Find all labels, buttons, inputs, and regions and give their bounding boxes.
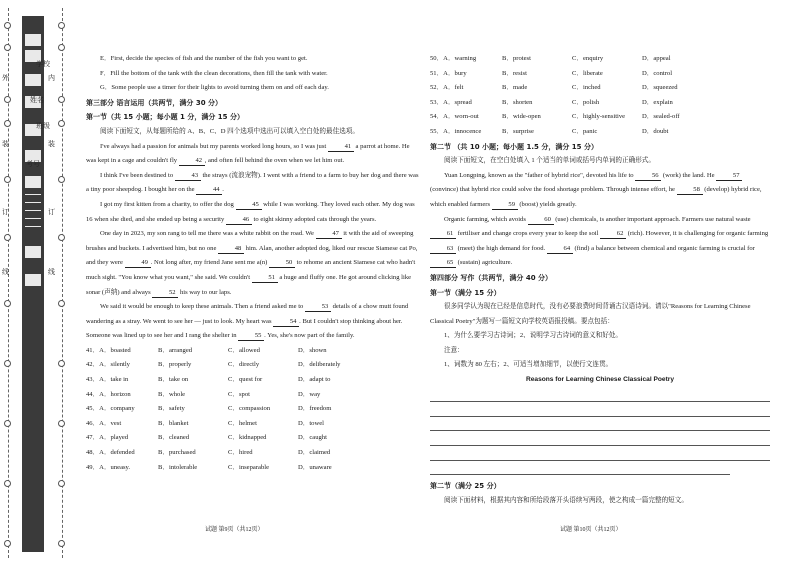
blank-number[interactable]: 43 bbox=[175, 171, 201, 181]
passage-text: to eight skinny adopted cats through the years. bbox=[251, 215, 377, 223]
option-f-line: F．Fill the bottom of the tank with the clean decorations, then fill the tank with water. bbox=[100, 69, 328, 77]
passage-text: (convince) that hybrid rice could solve the food shortage problem. Through intense effort, he bbox=[430, 186, 677, 194]
answer-line[interactable] bbox=[430, 402, 770, 417]
option-choice[interactable]: C．inseparable bbox=[228, 463, 270, 471]
section2-instruction: 阅读下面短文，在空白处填入 1 个适当的单词或括号内单词的正确形式。 bbox=[444, 157, 655, 165]
blank-number[interactable]: 52 bbox=[152, 288, 178, 298]
passage-text: a parrot at home. He was kept in a cage and couldn't fly bbox=[86, 142, 410, 165]
option-choice[interactable]: D．appeal bbox=[642, 55, 671, 62]
passage-text: . But I couldn't stop thinking about her. Someone was lined up to see her and I rang the shelter in bbox=[86, 317, 403, 340]
left-column bbox=[86, 52, 421, 475]
margin-label-xian: 线 bbox=[2, 268, 9, 276]
field-examno-label: 考号 bbox=[26, 160, 40, 168]
option-row bbox=[86, 388, 368, 403]
option-choice[interactable]: D．squeezed bbox=[642, 84, 678, 92]
option-choice[interactable]: 55．A．innocence bbox=[430, 127, 482, 135]
margin-label-zhuang: 装 bbox=[2, 140, 9, 148]
option-choice[interactable]: C．allowed bbox=[228, 346, 260, 354]
passage-text: I got my first kitten from a charity, to offer the dog bbox=[100, 200, 236, 208]
option-row bbox=[86, 358, 368, 373]
option-choice[interactable]: C．liberate bbox=[572, 69, 603, 77]
blank-number[interactable]: 55 bbox=[238, 331, 264, 341]
margin-label-ding-inner: 订 bbox=[48, 208, 55, 216]
blank-number[interactable]: 61 bbox=[430, 229, 456, 239]
outer-dashed-line bbox=[8, 8, 9, 558]
option-choice[interactable]: B．surprise bbox=[502, 127, 534, 135]
passage-text: . bbox=[222, 186, 224, 194]
margin-label-ding: 订 bbox=[2, 208, 9, 216]
option-choice[interactable]: C．enquiry bbox=[572, 55, 604, 62]
option-choice[interactable]: 53．A．spread bbox=[430, 98, 472, 106]
option-choice[interactable]: 54．A．worn-out bbox=[430, 113, 479, 121]
writing2-title: 第二节（满分 25 分） bbox=[430, 482, 501, 491]
option-choice[interactable]: D．caught bbox=[298, 434, 327, 442]
blank-number[interactable]: 65 bbox=[430, 258, 456, 268]
options-table bbox=[86, 344, 368, 475]
option-choice[interactable]: B．blanket bbox=[158, 419, 189, 427]
option-row bbox=[430, 96, 712, 111]
option-row bbox=[430, 125, 712, 140]
passage-text: . Not long after, my friend Jane sent me a(n) bbox=[150, 259, 270, 267]
option-row bbox=[86, 373, 368, 388]
blank-number[interactable]: 60 bbox=[528, 215, 554, 225]
passage-paragraph bbox=[430, 169, 770, 213]
option-choice[interactable]: D．freedom bbox=[298, 405, 332, 413]
binding-margin bbox=[0, 0, 72, 566]
passage-paragraph bbox=[86, 140, 421, 169]
note-text: 1、词数为 80 左右；2、可适当增加细节，以使行文连贯。 bbox=[444, 361, 613, 369]
option-g-line: G．Some people use a timer for their lights to avoid turning them on and off each day. bbox=[100, 84, 329, 92]
passage-text: (work) the land. He bbox=[661, 171, 717, 179]
passage-text: to rehome an ancient Siamese cat who hadn't much sight. "You know what you want," she said. We couldn't bbox=[86, 259, 416, 281]
option-choice[interactable]: B．arranged bbox=[158, 346, 193, 354]
blank-number[interactable]: 62 bbox=[600, 229, 626, 239]
part4-title: 第四部分 写作（共两节，满分 40 分） bbox=[430, 273, 553, 282]
option-choice[interactable]: D．unaware bbox=[298, 463, 332, 471]
option-choice[interactable]: C．highly-sensitive bbox=[572, 113, 626, 121]
page-footer-right: 试题 第10页（共12页） bbox=[560, 527, 622, 533]
option-choice[interactable]: C．panic bbox=[572, 127, 598, 135]
passage-text: his way to our laps. bbox=[178, 288, 232, 296]
option-choice[interactable]: B．protest bbox=[502, 55, 531, 62]
option-choice[interactable]: D．control bbox=[642, 69, 673, 77]
option-choice[interactable]: B．purchased bbox=[158, 449, 196, 457]
passage-text: (rich). However, it is challenging for organic farming bbox=[626, 230, 769, 238]
answer-line[interactable] bbox=[430, 446, 770, 461]
option-choice[interactable]: B．whole bbox=[158, 390, 186, 398]
option-choice[interactable]: B．safety bbox=[158, 405, 185, 413]
option-choice[interactable]: B．made bbox=[502, 84, 528, 92]
passage-text: I think I've been destined to bbox=[100, 171, 175, 179]
blank-number[interactable]: 44 bbox=[196, 185, 222, 195]
passage-paragraph bbox=[86, 300, 421, 344]
passage-text: Organic farming, which avoids bbox=[444, 215, 528, 223]
passage-text: fertiliser and change crops every year to keep the soil bbox=[456, 230, 601, 238]
option-row bbox=[86, 431, 368, 446]
options-table-continued bbox=[430, 52, 712, 140]
option-choice[interactable]: C．directly bbox=[228, 361, 260, 369]
option-choice[interactable]: B．cleaned bbox=[158, 434, 190, 442]
option-choice[interactable]: 52．A．felt bbox=[430, 84, 464, 92]
option-row bbox=[86, 417, 368, 432]
option-choice[interactable]: D．towel bbox=[298, 419, 325, 427]
passage-text: , and often fell behind the oven when we let him out. bbox=[204, 157, 345, 165]
passage-text: the strays (流浪宠物). I went with a friend to a farm to buy her dog and there was a tiny poor sheepdog. I bought her on the bbox=[86, 171, 419, 194]
writing1-title: 第一节（满分 15 分） bbox=[430, 288, 501, 297]
option-choice[interactable]: B．take on bbox=[158, 376, 189, 384]
passage-text: (find) a balance between chemical and organic farming is crucial for bbox=[572, 244, 755, 252]
blank-number[interactable]: 51 bbox=[252, 273, 278, 283]
section1-instruction: 阅读下面短文，从每题所给的 A、B、C、D 四个选项中选出可以填入空白处的最佳选项。 bbox=[100, 127, 359, 135]
blank-number[interactable]: 56 bbox=[635, 171, 661, 181]
option-row bbox=[430, 110, 712, 125]
option-choice[interactable]: D．way bbox=[298, 390, 321, 398]
option-choice[interactable]: D．explain bbox=[642, 98, 673, 106]
passage-text: I've always had a passion for animals but my parents worked long hours, so I was just bbox=[100, 142, 328, 150]
passage-paragraph bbox=[86, 227, 421, 300]
blank-number[interactable]: 50 bbox=[269, 258, 295, 268]
passage-paragraph bbox=[86, 169, 421, 198]
passage-text: it with the aid of sweeping brushes and buckets. I advertised him, but no one bbox=[86, 230, 414, 252]
option-choice[interactable]: B．wide-open bbox=[502, 113, 541, 121]
blank-number[interactable]: 47 bbox=[316, 229, 342, 239]
passage-text: details of a chow mutt found wandering as a stray. We went to see her — just to look. My heart was bbox=[86, 303, 409, 325]
option-choice[interactable]: B．resist bbox=[502, 69, 527, 77]
inner-dashed-line bbox=[62, 8, 63, 558]
option-choice[interactable]: 46．A．vest bbox=[86, 419, 122, 427]
passage-paragraph bbox=[430, 213, 770, 271]
section2-title: 第二节 （共 10 小题；每小题 1.5 分，满分 15 分） bbox=[430, 142, 598, 151]
option-choice[interactable]: 49．A．uneasy. bbox=[86, 463, 131, 471]
writing1-points: 1、为什么要学习古诗词；2、说明学习古诗词的意义和好处。 bbox=[444, 332, 623, 340]
field-name-label: 姓名 bbox=[30, 96, 44, 104]
blank-number[interactable]: 46 bbox=[226, 215, 252, 225]
option-choice[interactable]: 47．A．played bbox=[86, 434, 129, 442]
answer-line[interactable] bbox=[430, 461, 730, 476]
option-row bbox=[430, 81, 712, 96]
option-choice[interactable]: B．properly bbox=[158, 361, 192, 369]
option-choice[interactable]: D．deliberately bbox=[298, 361, 341, 369]
passage-text: (develop) hybrid rice, which enabled farmers bbox=[430, 186, 762, 208]
margin-label-wai: 外 bbox=[2, 74, 9, 82]
blank-number[interactable]: 54 bbox=[273, 317, 299, 327]
blank-number[interactable]: 58 bbox=[677, 185, 703, 195]
field-class-label: 班级 bbox=[36, 122, 50, 130]
blank-number[interactable]: 63 bbox=[430, 244, 456, 254]
option-choice[interactable]: D．claimed bbox=[298, 449, 331, 457]
blank-number[interactable]: 42 bbox=[179, 156, 205, 166]
option-choice[interactable]: 50．A．warning bbox=[430, 55, 477, 62]
option-choice[interactable]: 48．A．defended bbox=[86, 449, 135, 457]
answer-lines bbox=[430, 388, 770, 476]
blank-number[interactable]: 48 bbox=[218, 244, 244, 254]
right-column bbox=[430, 52, 770, 508]
section1-title: 第一节（共 15 小题；每小题 1 分，满分 15 分） bbox=[86, 113, 244, 122]
option-choice[interactable]: 45．A．company bbox=[86, 405, 135, 413]
passage-text: One day in 2023, my son rang to tell me there was a white rabbit on the road. We bbox=[100, 230, 316, 238]
blank-number[interactable]: 57 bbox=[716, 171, 742, 181]
option-row bbox=[86, 344, 368, 359]
blank-number[interactable]: 45 bbox=[236, 200, 262, 210]
option-choice[interactable]: C．polish bbox=[572, 98, 600, 106]
passage-text: We said it would be enough to keep these animals. Then a friend asked me to bbox=[100, 303, 305, 311]
option-choice[interactable]: 42．A．silently bbox=[86, 361, 130, 369]
passage-text: (sustain) agriculture. bbox=[456, 259, 513, 267]
option-row bbox=[86, 446, 368, 461]
option-row bbox=[430, 67, 712, 82]
option-choice[interactable]: D．adapt to bbox=[298, 376, 331, 384]
blank-number[interactable]: 64 bbox=[547, 244, 573, 254]
option-choice[interactable]: D．sealed-off bbox=[642, 113, 680, 121]
option-choice[interactable]: C．quest for bbox=[228, 376, 263, 384]
margin-label-zhuang-inner: 装 bbox=[48, 140, 55, 148]
passage-text: him. Alan, another adopted dog, liked our rescue Siamese cat Po, and they were bbox=[86, 244, 418, 267]
option-choice[interactable]: C．helmet bbox=[228, 419, 257, 427]
cloze-passage bbox=[86, 140, 421, 344]
margin-label-nei: 内 bbox=[48, 74, 55, 82]
essay-title: Reasons for Learning Chinese Classical Poetry bbox=[525, 376, 675, 384]
passage-text: . Yes, she's now part of the family. bbox=[264, 332, 355, 340]
grammar-fill-passage bbox=[430, 169, 770, 271]
answer-line[interactable] bbox=[430, 431, 770, 446]
option-choice[interactable]: 44．A．horizon bbox=[86, 390, 131, 398]
part3-title: 第三部分 语言运用（共两节，满分 30 分） bbox=[86, 98, 223, 107]
option-choice[interactable]: C．inched bbox=[572, 84, 601, 92]
passage-text: (use) chemicals, is another important approach. Farmers use natural waste bbox=[553, 215, 751, 223]
option-row bbox=[86, 461, 368, 476]
writing1-prompt: 很多同学认为现在已经是信息时代，没有必要浪费时间背诵古汉语诗词。请以"Reasons for Learning Chinese Classical Poetry"为题写一篇短文向学校英语报投稿。要点包括： bbox=[430, 303, 751, 325]
option-choice[interactable]: C．hired bbox=[228, 449, 253, 457]
passage-text: a huge and fluffy one. He got around clicking like sonar (声纳) and always bbox=[86, 273, 412, 296]
blank-number[interactable]: 59 bbox=[492, 200, 518, 210]
option-choice[interactable]: 43．A．take in bbox=[86, 376, 129, 384]
option-row bbox=[430, 52, 712, 67]
margin-label-xian-inner: 线 bbox=[48, 268, 55, 276]
blank-number[interactable]: 49 bbox=[125, 258, 151, 268]
page-footer-left: 试题 第9页（共12页） bbox=[205, 527, 264, 533]
passage-text: while I was working. They loved each other. My dog was 16 when she died, and she ended up being a security bbox=[86, 200, 415, 223]
passage-text: (boost) yields greatly. bbox=[517, 200, 577, 208]
passage-text: Yuan Longping, known as the "father of hybrid rice", devoted his life to bbox=[444, 171, 636, 179]
option-choice[interactable]: B．intolerable bbox=[158, 463, 198, 471]
passage-paragraph bbox=[86, 198, 421, 227]
blank-number[interactable]: 53 bbox=[305, 302, 331, 312]
option-choice[interactable]: D．shown bbox=[298, 346, 327, 354]
option-choice[interactable]: 51．A．bury bbox=[430, 69, 467, 77]
note-label: 注意： bbox=[444, 346, 464, 354]
option-e-line: E．First, decide the species of fish and the number of the fish you want to get. bbox=[100, 55, 308, 62]
option-choice[interactable]: B．shorten bbox=[502, 98, 533, 106]
answer-line[interactable] bbox=[430, 417, 770, 432]
field-school-label: 学校 bbox=[36, 60, 50, 68]
option-choice[interactable]: 41．A．boasted bbox=[86, 346, 131, 354]
option-choice[interactable]: D．doubt bbox=[642, 127, 669, 135]
option-row bbox=[86, 402, 368, 417]
answer-line[interactable] bbox=[430, 388, 770, 403]
blank-number[interactable]: 41 bbox=[328, 142, 354, 152]
option-choice[interactable]: C．spot bbox=[228, 390, 250, 398]
writing2-instruction: 阅读下面材料，根据其内容和所给段落开头语续写两段，使之构成一篇完整的短文。 bbox=[444, 496, 688, 504]
option-choice[interactable]: C．kidnapped bbox=[228, 434, 267, 442]
option-choice[interactable]: C．compassion bbox=[228, 405, 271, 413]
passage-text: (meet) the high demand for food. bbox=[456, 244, 547, 252]
